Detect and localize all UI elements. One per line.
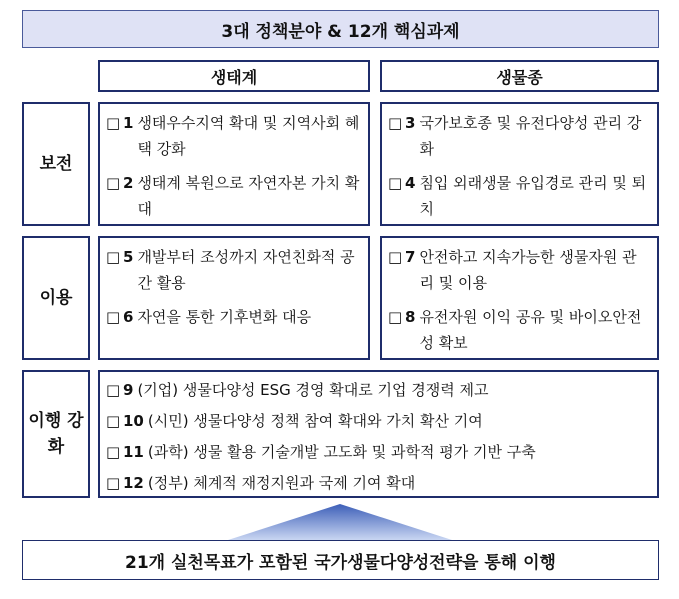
- task-text: 생태계 복원으로 자연자본 가치 확대: [137, 174, 360, 218]
- cell-conservation-ecosystem: [98, 102, 370, 226]
- task-number: 5: [123, 248, 134, 266]
- task-text: 자연을 통한 기후변화 대응: [137, 308, 312, 326]
- checkbox-icon: □: [388, 174, 403, 192]
- task-text: 안전하고 지속가능한 생물자원 관리 및 이용: [419, 248, 637, 292]
- checkbox-icon: □: [106, 114, 121, 132]
- task-text: 침입 외래생물 유입경로 관리 및 퇴치: [419, 174, 647, 218]
- task-item: [106, 469, 651, 498]
- task-text: (정부) 체계적 재정지원과 국제 기여 확대: [147, 474, 416, 492]
- task-number: 11: [123, 443, 144, 461]
- checkbox-icon: □: [106, 381, 121, 399]
- task-number: 12: [123, 474, 144, 492]
- cell-use-ecosystem: [98, 236, 370, 360]
- checkbox-icon: □: [388, 114, 403, 132]
- task-text: (과학) 생물 활용 기술개발 고도화 및 과학적 평가 기반 구축: [147, 443, 536, 461]
- task-text: 유전자원 이익 공유 및 바이오안전성 확보: [419, 308, 642, 352]
- checkbox-icon: □: [106, 248, 121, 266]
- task-number: 9: [123, 381, 134, 399]
- task-number: 8: [405, 308, 416, 326]
- task-item: [388, 110, 651, 162]
- task-text: 개발부터 조성까지 자연친화적 공간 활용: [137, 248, 355, 292]
- task-number: 4: [405, 174, 416, 192]
- task-number: 1: [123, 114, 134, 132]
- task-item: [106, 304, 362, 330]
- row-header-implementation: 이행 강화: [22, 370, 90, 498]
- task-item: [106, 407, 651, 436]
- task-item: [106, 376, 651, 405]
- footer-banner: 21개 실천목표가 포함된 국가생물다양성전략을 통해 이행: [22, 540, 659, 580]
- checkbox-icon: □: [388, 248, 403, 266]
- checkbox-icon: □: [106, 412, 121, 430]
- task-text: 국가보호종 및 유전다양성 관리 강화: [419, 114, 642, 158]
- task-number: 10: [123, 412, 144, 430]
- task-item: [388, 244, 651, 296]
- column-header-species: 생물종: [380, 60, 659, 92]
- task-number: 6: [123, 308, 134, 326]
- task-text: 생태우수지역 확대 및 지역사회 혜택 강화: [137, 114, 360, 158]
- task-item: [106, 244, 362, 296]
- checkbox-icon: □: [388, 308, 403, 326]
- task-number: 7: [405, 248, 416, 266]
- checkbox-icon: □: [106, 474, 121, 492]
- task-number: 2: [123, 174, 134, 192]
- checkbox-icon: □: [106, 443, 121, 461]
- cell-implementation: [98, 370, 659, 498]
- cell-conservation-species: [380, 102, 659, 226]
- row-header-conservation: 보전: [22, 102, 90, 226]
- task-text: (시민) 생물다양성 정책 참여 확대와 가치 확산 기여: [147, 412, 483, 430]
- row-header-use: 이용: [22, 236, 90, 360]
- up-arrow-icon: [228, 502, 452, 540]
- task-item: [106, 170, 362, 222]
- task-item: [106, 438, 651, 467]
- task-number: 3: [405, 114, 416, 132]
- task-item: [106, 110, 362, 162]
- column-header-ecosystem: 생태계: [98, 60, 370, 92]
- diagram-title: 3대 정책분야 & 12개 핵심과제: [22, 10, 659, 48]
- checkbox-icon: □: [106, 174, 121, 192]
- task-item: [388, 170, 651, 222]
- task-text: (기업) 생물다양성 ESG 경영 확대로 기업 경쟁력 제고: [137, 381, 489, 399]
- checkbox-icon: □: [106, 308, 121, 326]
- cell-use-species: [380, 236, 659, 360]
- task-item: [388, 304, 651, 356]
